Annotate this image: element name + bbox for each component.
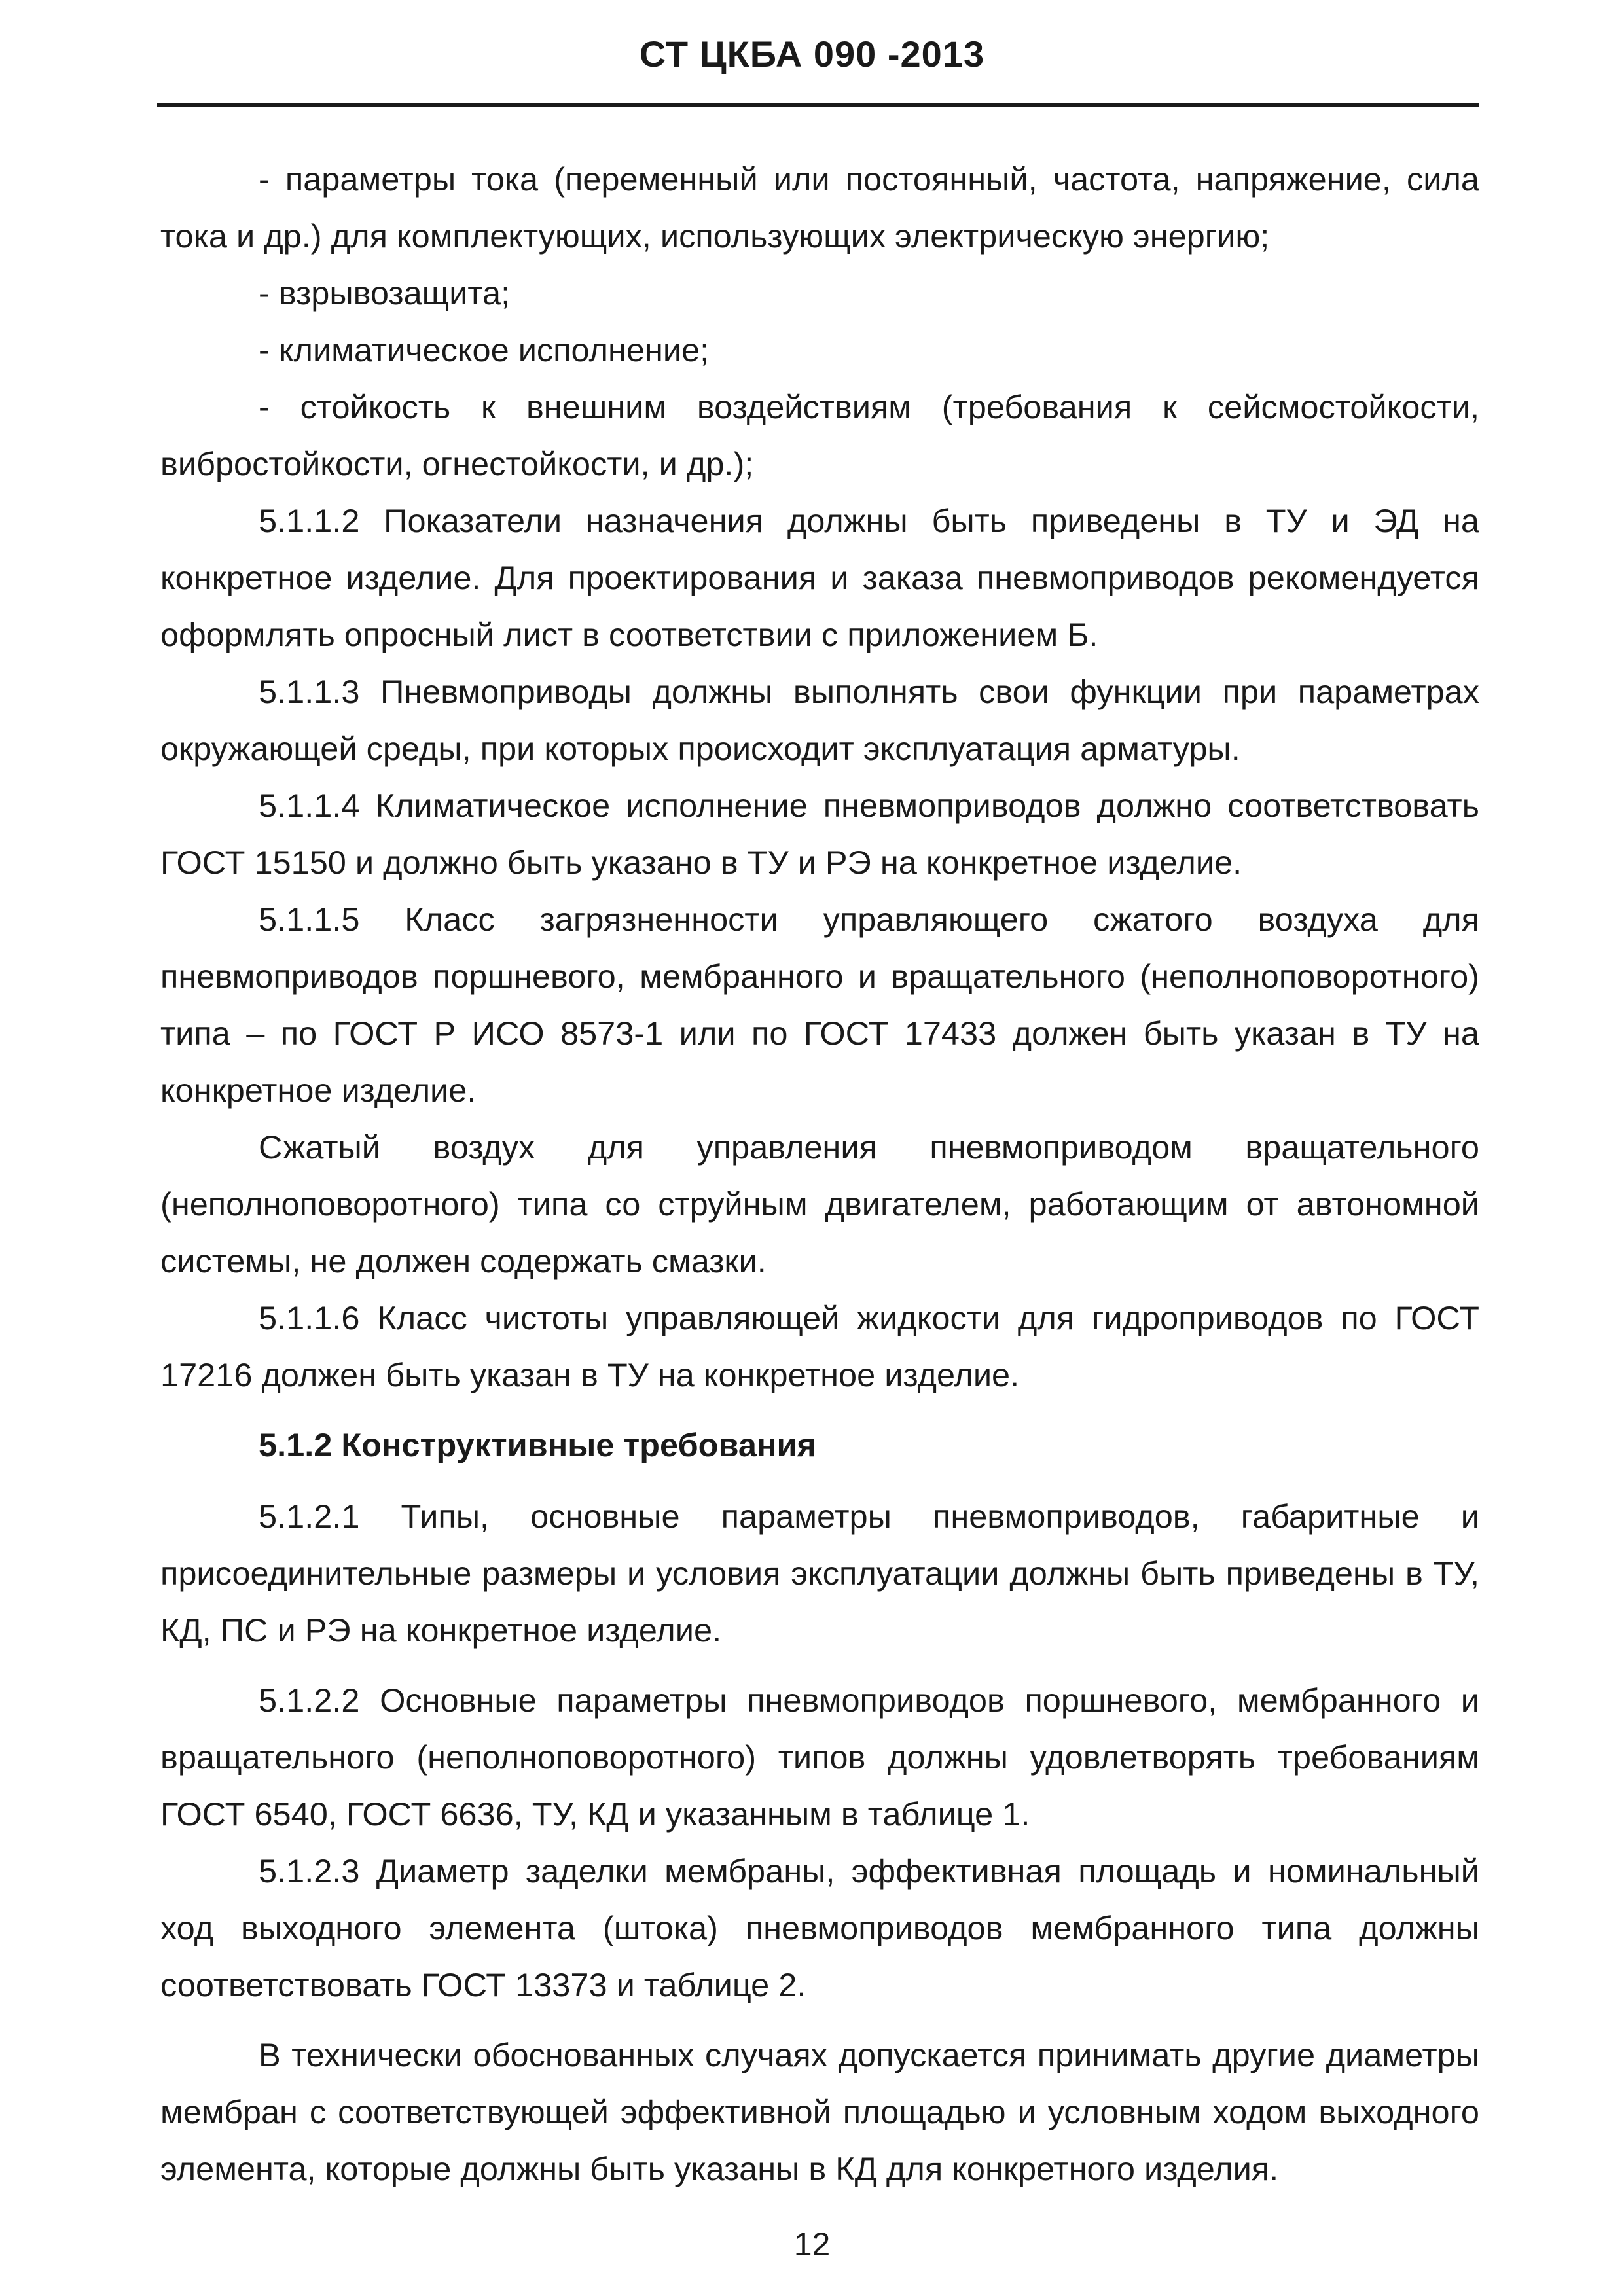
paragraph-current-parameters: - параметры тока (переменный или постоянный, частота, напряжение, сила тока и др.) для комплектующих, использующих электрическую энергию; — [160, 160, 1479, 255]
paragraph-5-1-1-4: 5.1.1.4 Климатическое исполнение пневмоприводов должно соответствовать ГОСТ 15150 и должно быть указано в ТУ и РЭ на конкретное изделие. — [160, 787, 1479, 881]
paragraph-5-1-2-3: 5.1.2.3 Диаметр заделки мембраны, эффективная площадь и номинальный ход выходного элемента (штока) пневмоприводов мембранного типа должны соответствовать ГОСТ 13373 и таблице 2. — [160, 1852, 1479, 2003]
page-number: 12 — [793, 2226, 831, 2263]
paragraph-other-diameters: В технически обоснованных случаях допускается принимать другие диаметры мембран с соответствующей эффективной площадью и условным ходом выходного элемента, которые должны быть указаны в КД для конкретного изделия. — [160, 2036, 1479, 2187]
paragraph-5-1-2-2: 5.1.2.2 Основные параметры пневмоприводов поршневого, мембранного и вращательного (неполноповоротного) типов должны удовлетворять требованиям ГОСТ 6540, ГОСТ 6636, ТУ, КД и указанным в таблице 1. — [160, 1681, 1479, 1833]
paragraph-5-1-1-3: 5.1.1.3 Пневмоприводы должны выполнять свои функции при параметрах окружающей среды, при которых происходит эксплуатация арматуры. — [160, 673, 1479, 767]
paragraph-5-1-1-6: 5.1.1.6 Класс чистоты управляющей жидкости для гидроприводов по ГОСТ 17216 должен быть указан в ТУ на конкретное изделие. — [160, 1299, 1479, 1393]
paragraph-explosion-protection: - взрывозащита; — [259, 274, 511, 312]
section-heading-5-1-2: 5.1.2 Конструктивные требования — [259, 1426, 816, 1463]
paragraph-5-1-1-2: 5.1.1.2 Показатели назначения должны быть приведены в ТУ и ЭД на конкретное изделие. Для проектирования и заказа пневмоприводов рекомендуется оформлять опросный лист в соответствии с приложением Б. — [160, 502, 1479, 653]
paragraph-climatic-version: - климатическое исполнение; — [259, 331, 710, 368]
paragraph-resistance: - стойкость к внешним воздействиям (требования к сейсмостойкости, вибростойкости, огнестойкости, и др.); — [160, 388, 1479, 482]
document-header-title: СТ ЦКБА 090 -2013 — [639, 33, 985, 75]
paragraph-5-1-2-1: 5.1.2.1 Типы, основные параметры пневмоприводов, габаритные и присоединительные размеры и условия эксплуатации должны быть приведены в ТУ, КД, ПС и РЭ на конкретное изделие. — [160, 1498, 1479, 1649]
header-divider — [157, 103, 1479, 107]
paragraph-5-1-1-5: 5.1.1.5 Класс загрязненности управляющего сжатого воздуха для пневмоприводов поршневого, мембранного и вращательного (неполноповоротного) типа – по ГОСТ Р ИСО 8573-1 или по ГОСТ 17433 должен быть указан в ТУ на конкретное изделие. — [160, 901, 1479, 1109]
document-body — [160, 151, 1479, 2197]
paragraph-compressed-air: Сжатый воздух для управления пневмоприводом вращательного (неполноповоротного) типа со струйным двигателем, работающим от автономной системы, не должен содержать смазки. — [160, 1128, 1479, 1280]
